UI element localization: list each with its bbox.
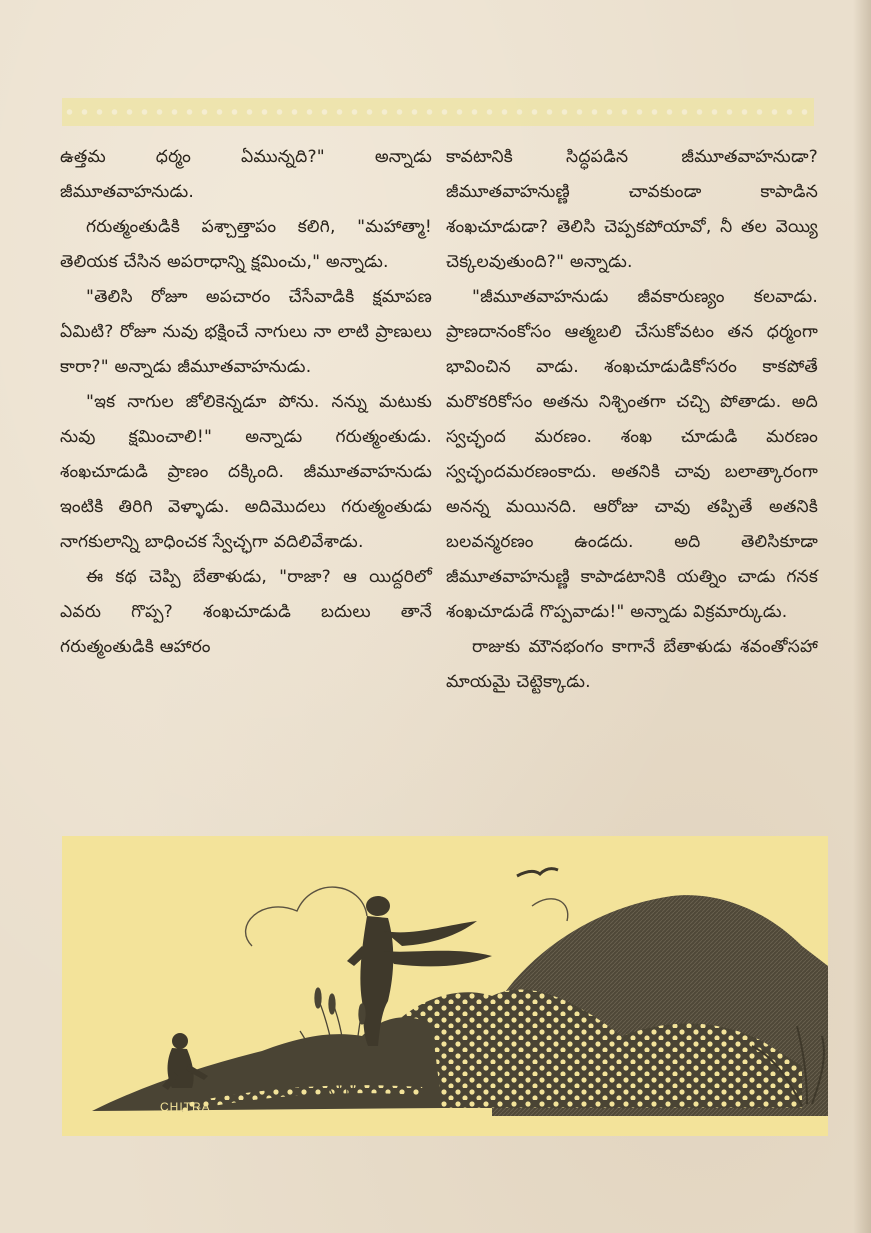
paragraph: ఉత్తమ ధర్మం ఏమున్నది?" అన్నాడు జీమూతవాహనుడు. [60,147,432,202]
right-text-column [446,140,818,700]
paragraph: "తెలిసి రోజూ అపచారం చేసేవాడికి క్షమాపణ ఏమిటి? రోజూ నువు భక్షించే నాగులు నా లాటి ప్రాణులు కారా?" అన్నాడు జీమూతవాహనుడు. [60,287,432,377]
paragraph: "ఇక నాగుల జోలికెన్నడూ పోను. నన్ను మటుకు నువు క్షమించాలి!" అన్నాడు గరుత్మంతుడు. శంఖచూడుడి ప్రాణం దక్కింది. జీమూతవాహనుడు ఇంటికి తిరిగి వెళ్ళాడు. అదిమొదలు గరుత్మంతుడు నాగకులాన్ని బాధించక స్వేచ్ఛగా వదిలివేశాడు. [60,392,432,552]
artist-signature: CHITRA [160,1100,211,1114]
illustration-svg [62,836,828,1136]
paragraph: గరుత్మంతుడికి పశ్చాత్తాపం కలిగి, "మహాత్మా! తెలియక చేసిన అపరాధాన్ని క్షమించు," అన్నాడు. [60,217,432,272]
paragraph: "జీమూతవాహనుడు జీవకారుణ్యం కలవాడు. ప్రాణదానంకోసం ఆత్మబలి చేసుకోవటం తన ధర్మంగా భావించిన వాడు. శంఖచూడుడికోసరం కాకపోతే మరొకరికోసం అతను నిశ్చింతగా చచ్చి పోతాడు. అది స్వచ్ఛంద మరణం. శంఖ చూడుడి మరణం స్వచ్ఛందమరణంకాదు. అతనికి చావు బలాత్కారంగా అనన్న మయినది. ఆరోజు చావు తప్పితే అతనికి బలవన్మరణం ఉండదు. అది తెలిసికూడా జీమూతవాహనుణ్ణి కాపాడటానికి యత్నిం చాడు గనక శంఖచూడుడే గొప్పవాడు!" అన్నాడు విక్రమార్కుడు. [446,287,818,622]
left-text-column [60,140,432,665]
story-illustration [62,836,828,1136]
header-dot-pattern [62,107,814,117]
page-edge-shadow [853,0,871,1233]
paragraph: రాజుకు మౌనభంగం కాగానే బేతాళుడు శవంతోసహా మాయమై చెట్టెక్కాడు. [446,637,818,692]
paragraph: ఈ కథ చెప్పి బేతాళుడు, "రాజా? ఆ యిద్దరిలో ఎవరు గొప్ప? శంఖచూడుడి బదులు తానే గరుత్మంతుడికి ఆహారం [60,567,432,657]
paragraph: కావటానికి సిద్ధపడిన జీమూతవాహనుడా? జీమూతవాహనుణ్ణి చావకుండా కాపాడిన శంఖచూడుడా? తెలిసి చెప్పకపోయావో, నీ తల వెయ్యి చెక్కలవుతుంది?" అన్నాడు. [446,147,818,272]
header-decorative-band [62,98,814,126]
